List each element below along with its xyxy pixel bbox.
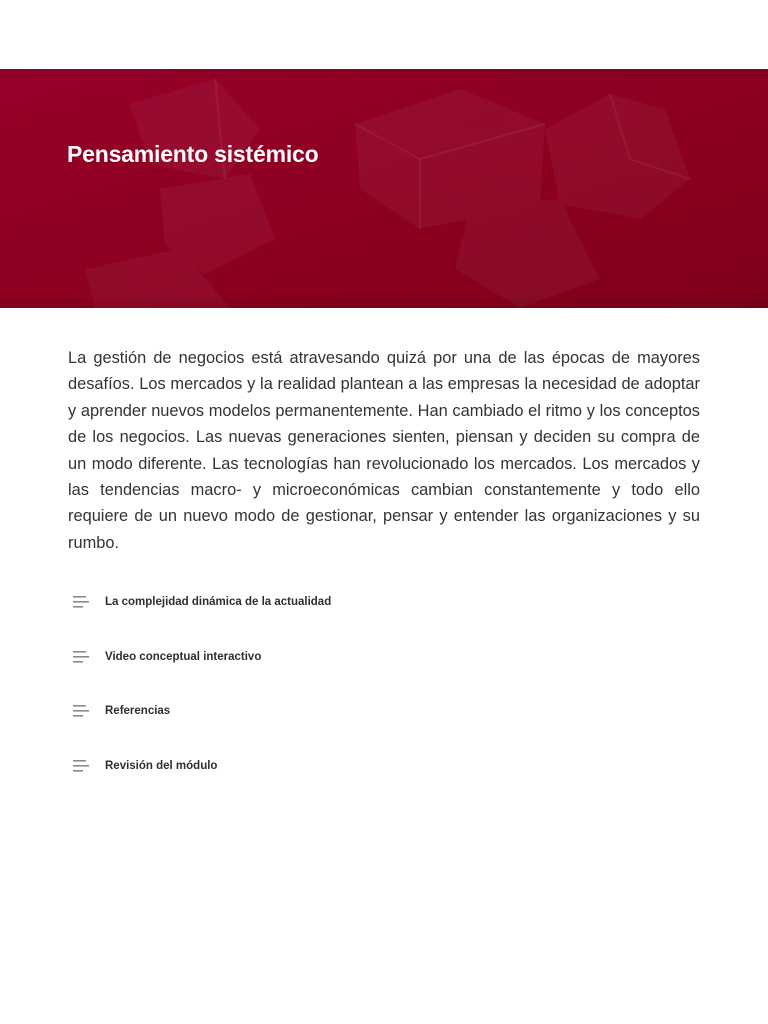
hero-background-image bbox=[0, 69, 768, 308]
lesson-text-icon bbox=[73, 650, 95, 664]
lesson-item-complejidad[interactable] bbox=[68, 583, 700, 621]
lesson-item-video[interactable] bbox=[68, 638, 700, 676]
page-title: Pensamiento sistémico bbox=[67, 141, 319, 167]
intro-paragraph: La gestión de negocios está atravesando quizá por una de las épocas de mayores desafíos. Los mercados y la realidad plantean a las empresas la necesidad de adoptar y aprender nuevos modelos permanentemente. Han cambiado el ritmo y los conceptos de los negocios. Las nuevas generaciones sienten, piensan y deciden su compra de un modo diferente. Las tecnologías han revolucionado los mercados. Los mercados y las tendencias macro- y microeconómicas cambian constantemente y todo ello requiere de un nuevo modo de gestionar, pensar y entender las organizaciones y su rumbo. bbox=[68, 349, 700, 552]
lesson-label: La complejidad dinámica de la actualidad bbox=[105, 596, 332, 608]
lesson-text-icon bbox=[73, 595, 95, 609]
lesson-item-revision[interactable] bbox=[68, 747, 700, 785]
lesson-text-icon bbox=[73, 704, 95, 718]
lesson-text-icon bbox=[73, 759, 95, 773]
lesson-label: Referencias bbox=[105, 705, 171, 717]
lesson-label: Video conceptual interactivo bbox=[105, 650, 262, 663]
lesson-list bbox=[68, 583, 700, 801]
lesson-label: Revisión del módulo bbox=[105, 759, 218, 772]
lesson-item-referencias[interactable] bbox=[68, 692, 700, 730]
hero-banner bbox=[0, 69, 768, 308]
